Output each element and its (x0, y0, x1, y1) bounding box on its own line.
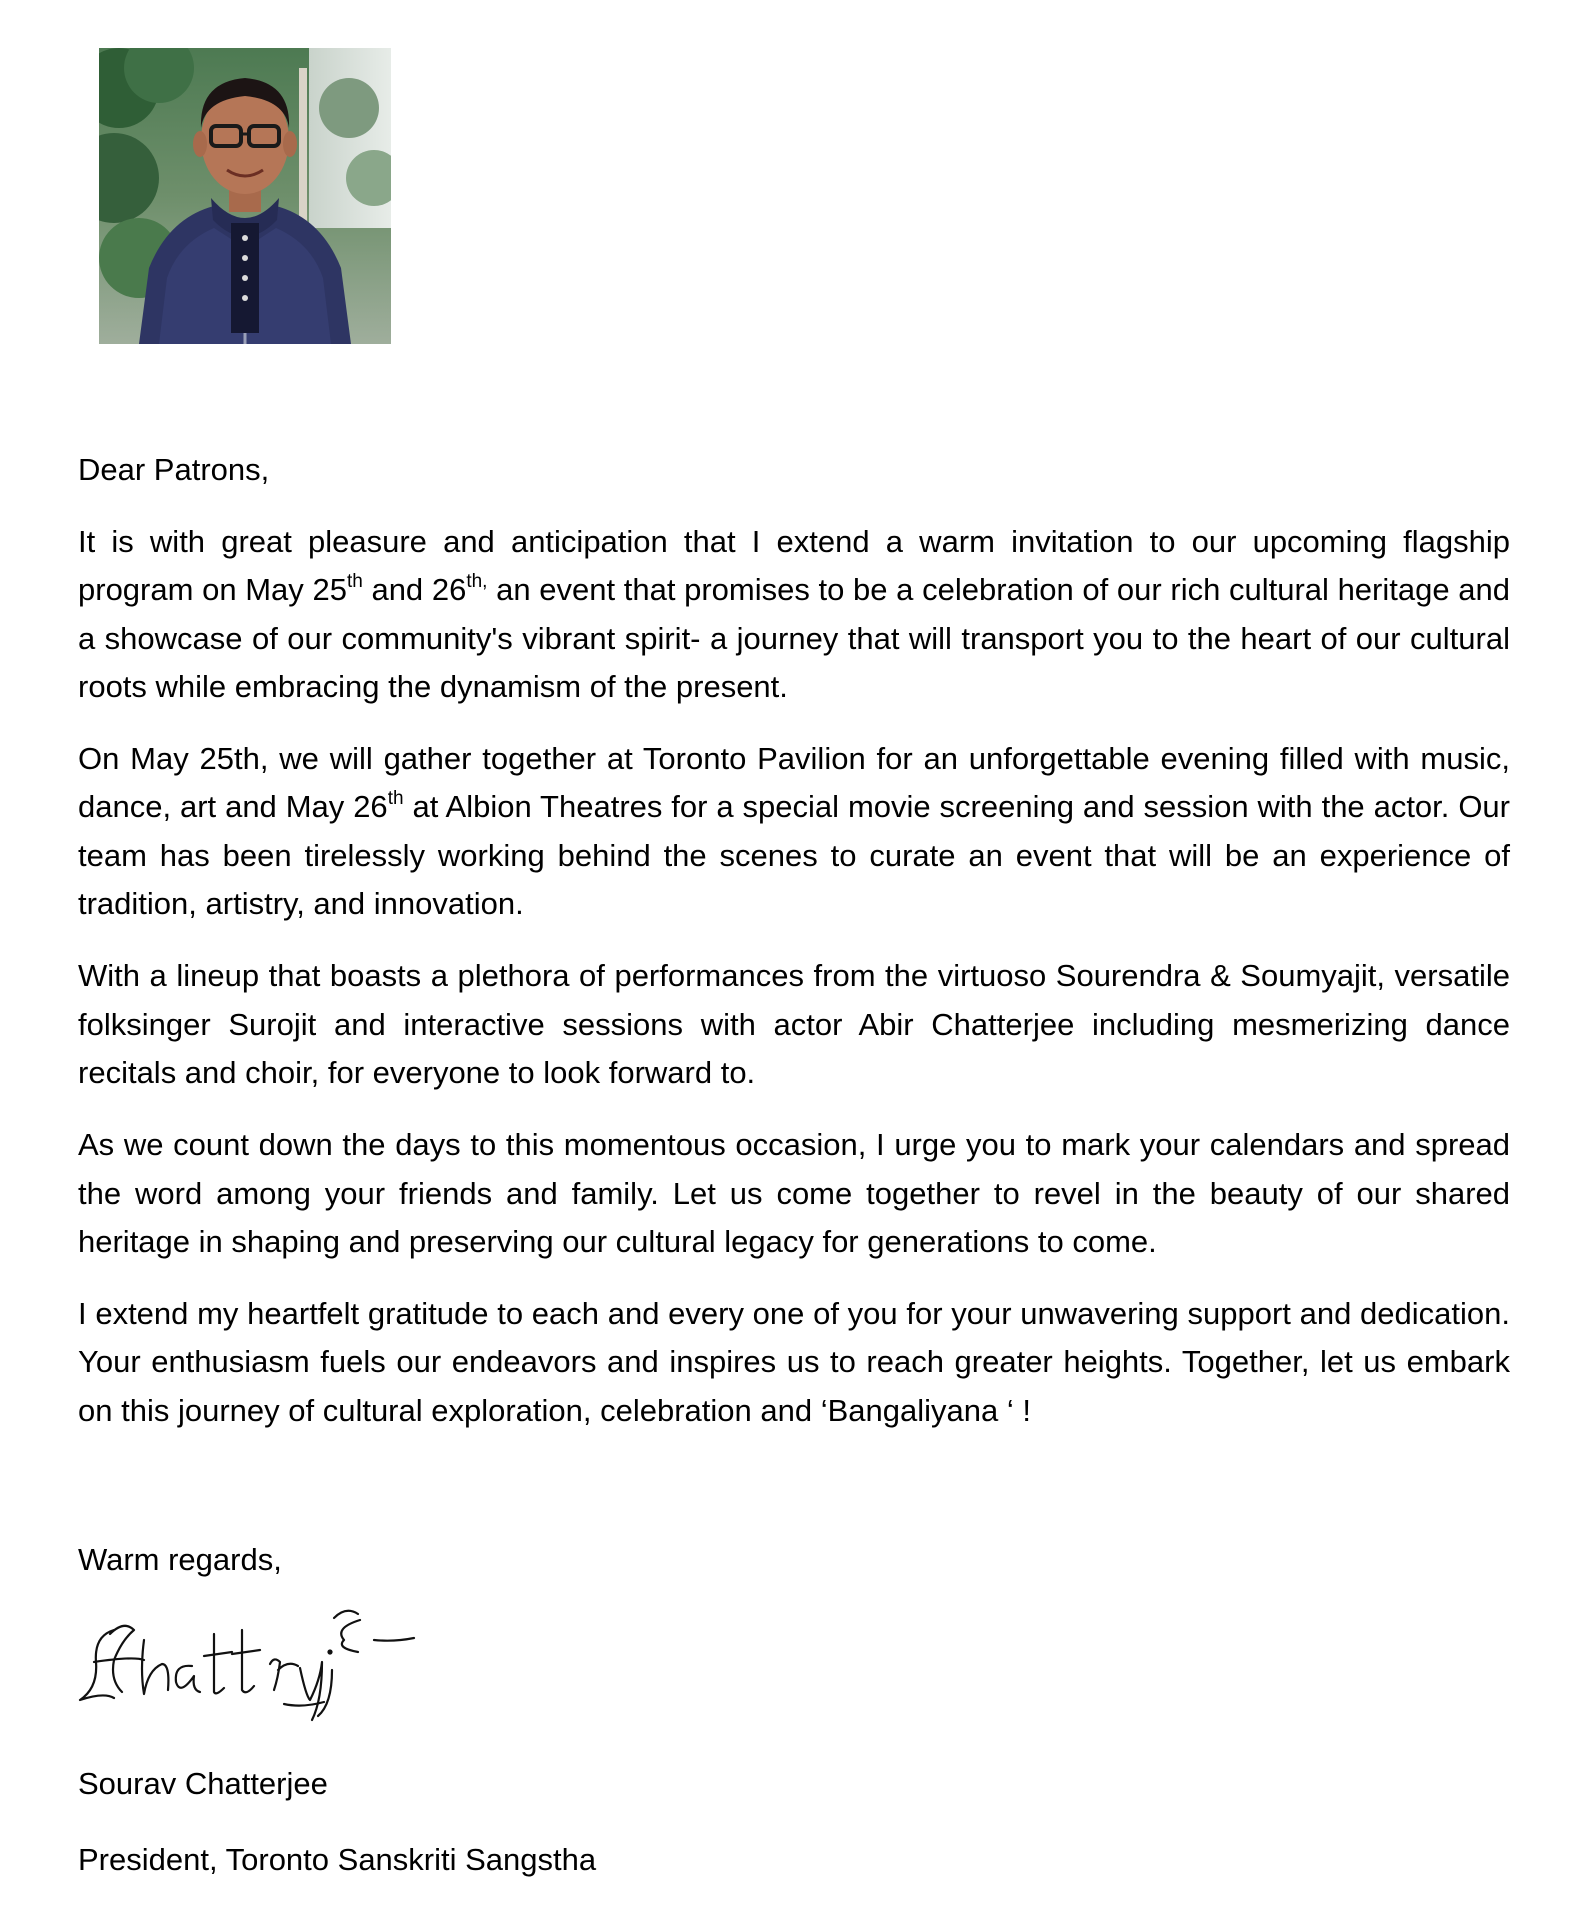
paragraph-event-details (78, 735, 1510, 928)
signature-icon (74, 1600, 434, 1728)
p1-superscript-1: th (346, 570, 363, 592)
paragraph-gratitude: I extend my heartfelt gratitude to each and every one of you for your unwavering support and dedication. Your enthusiasm fuels our endeavors and inspires us to reach greater heights. Together, let us embark on this journey of cultural exploration, celebration and ‘Bangaliyana ‘ ! (78, 1296, 1510, 1428)
p1-text-b: and 26 (362, 572, 467, 608)
p1-superscript-2: th, (466, 570, 488, 592)
handwritten-signature (74, 1600, 434, 1728)
letter-closing: Warm regards, (78, 1542, 282, 1577)
signer-name: Sourav Chatterjee (78, 1766, 328, 1801)
paragraph-lineup: With a lineup that boasts a plethora of performances from the virtuoso Sourendra & Soumyajit, versatile folksinger Surojit and interactive sessions with actor Abir Chatterjee including mesmerizing dance recitals and choir, for everyone to look forward to. (78, 958, 1510, 1090)
p1-text-a: It is with great pleasure and anticipation that I extend a warm invitation to our upcoming flagship program on May 25 (78, 524, 1510, 608)
letter-body (78, 518, 1510, 1459)
p1-text-c: an event that promises to be a celebration of our rich cultural heritage and a showcase of our community's vibrant spirit- a journey that will transport you to the heart of our cultural roots while embracing the dynamism of the present. (78, 572, 1510, 704)
paragraph-call-to-action: As we count down the days to this momentous occasion, I urge you to mark your calendars and spread the word among your friends and family. Let us come together to revel in the beauty of our shared heritage in shaping and preserving our cultural legacy for generations to come. (78, 1127, 1510, 1259)
paragraph-invitation (78, 518, 1510, 711)
p2-superscript-1: th (387, 788, 404, 810)
letter-salutation: Dear Patrons, (78, 452, 270, 487)
p2-text-b: at Albion Theatres for a special movie screening and session with the actor. Our team has been tirelessly working behind the scenes to curate an event that will be an experience of tradition, artistry, and innovation. (78, 789, 1510, 922)
author-portrait-photo (99, 48, 391, 344)
p2-text-a: On May 25th, we will gather together at Toronto Pavilion for an unforgettable evening filled with music, dance, art and May 26 (78, 741, 1510, 825)
portrait-photo-icon (99, 48, 391, 344)
signer-title: President, Toronto Sanskriti Sangstha (78, 1842, 597, 1877)
